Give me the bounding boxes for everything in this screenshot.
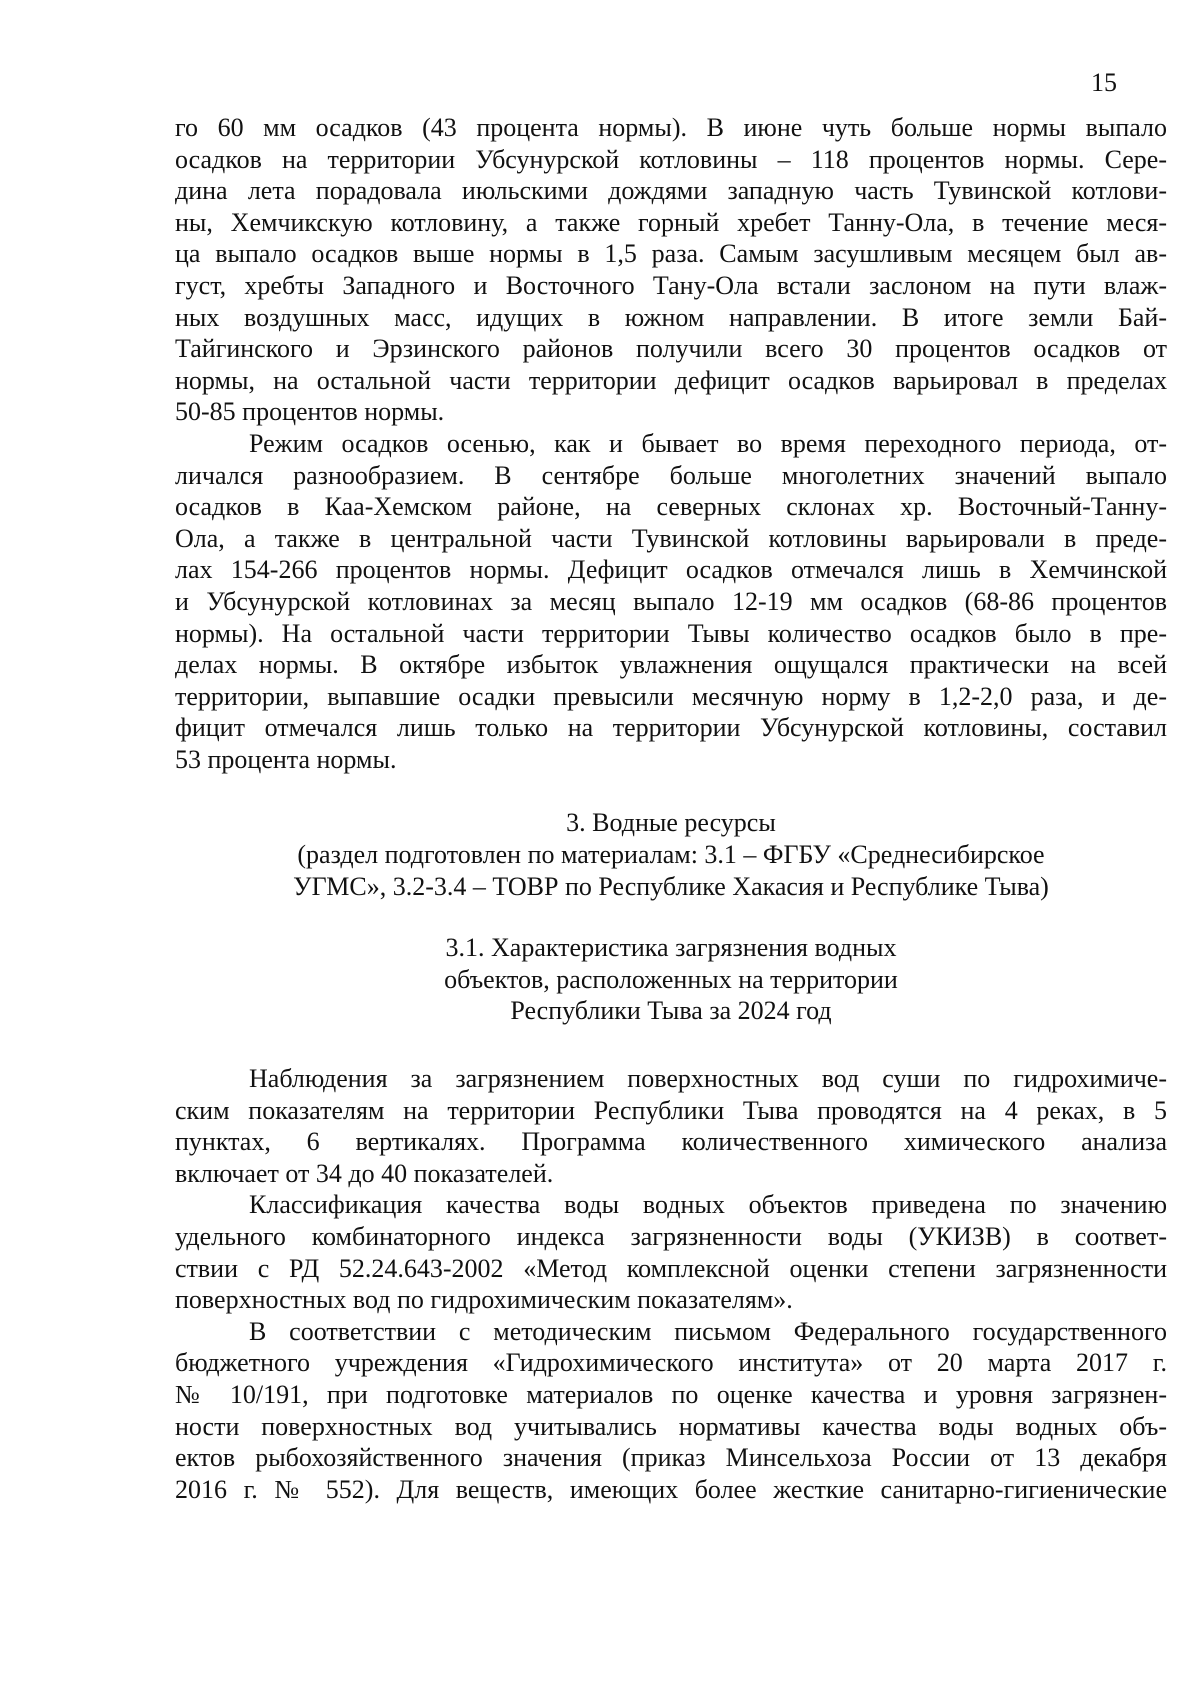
section-source-note: (раздел подготовлен по материалам: 3.1 – ФГБУ «Среднесибирское [297, 840, 1045, 870]
text-line: № 10/191, при подготовке материалов по оценке качества и уровня загрязнен- [175, 1379, 1167, 1409]
paragraph-precipitation-autumn [175, 428, 1167, 776]
text-line: нормы, на остальной части территории дефицит осадков варьировал в пределах [175, 365, 1167, 395]
text-line: делах нормы. В октябре избыток увлажнения ощущался практически на всей [175, 650, 1167, 680]
spacer [175, 1027, 1167, 1063]
subsection-title: объектов, расположенных на территории [444, 964, 898, 994]
text-line: Наблюдения за загрязнением поверхностных вод суши по гидрохимиче- [249, 1064, 1167, 1094]
subsection-heading [175, 932, 1167, 1027]
text-line: личался разнообразием. В сентябре больше многолетних значений выпало [175, 460, 1167, 490]
text-line: лах 154-266 процентов нормы. Дефицит осадков отмечался лишь в Хемчинской [175, 555, 1167, 585]
text-line: 50-85 процентов нормы. [175, 397, 445, 427]
text-line: дина лета порадовала июльскими дождями западную часть Тувинской котлови- [175, 176, 1167, 206]
text-line: 53 процента нормы. [175, 744, 397, 774]
text-line: поверхностных вод по гидрохимическим показателям». [175, 1285, 793, 1315]
paragraph-classification [175, 1189, 1167, 1315]
text-line: и Убсунурской котловинах за месяц выпало 12-19 мм осадков (68-86 процентов [175, 586, 1167, 616]
text-line: бюджетного учреждения «Гидрохимического института» от 20 марта 2017 г. [175, 1348, 1167, 1378]
text-line: Режим осадков осенью, как и бывает во время переходного периода, от- [249, 428, 1167, 458]
text-line: ности поверхностных вод учитывались нормативы качества воды водных объ- [175, 1411, 1167, 1441]
text-line: ским показателям на территории Республики Тыва проводятся на 4 реках, в 5 [175, 1095, 1167, 1125]
text-line: осадков в Каа-Хемском районе, на северных склонах хр. Восточный-Танну- [175, 492, 1167, 522]
text-line: го 60 мм осадков (43 процента нормы). В июне чуть больше нормы выпало [175, 113, 1167, 142]
spacer [175, 775, 1167, 807]
text-line: территории, выпавшие осадки превысили месячную норму в 1,2-2,0 раза, и де- [175, 681, 1167, 711]
spacer [175, 902, 1167, 932]
section-source-note: УГМС», 3.2-3.4 – ТОВР по Республике Хакасия и Республике Тыва) [293, 871, 1049, 901]
page-number: 15 [1091, 68, 1117, 97]
paragraph-observations [175, 1063, 1167, 1189]
section-title: 3. Водные ресурсы [566, 808, 776, 838]
text-line: густ, хребты Западного и Восточного Тану-Ола встали заслоном на пути влаж- [175, 270, 1167, 300]
text-line: ектов рыбохозяйственного значения (приказ Минсельхоза России от 13 декабря [175, 1443, 1167, 1473]
text-line: фицит отмечался лишь только на территории Убсунурской котловины, составил [175, 713, 1167, 743]
text-line: осадков на территории Убсунурской котловины – 118 процентов нормы. Сере- [175, 144, 1167, 174]
text-line: ных воздушных масс, идущих в южном направлении. В итоге земли Бай- [175, 302, 1167, 332]
text-line: Тайгинского и Эрзинского районов получили всего 30 процентов осадков от [175, 334, 1167, 364]
text-line: ны, Хемчикскую котловину, а также горный хребет Танну-Ола, в течение меся- [175, 207, 1167, 237]
subsection-title: 3.1. Характеристика загрязнения водных [445, 933, 897, 963]
text-line: Ола, а также в центральной части Тувинской котловины варьировали в преде- [175, 523, 1167, 553]
text-line: Классификация качества воды водных объектов приведена по значению [249, 1190, 1167, 1220]
text-line: пунктах, 6 вертикалях. Программа количественного химического анализа [175, 1127, 1167, 1157]
paragraph-precipitation-summer [175, 112, 1167, 428]
text-line: В соответствии с методическим письмом Федерального государственного [249, 1316, 1167, 1346]
paragraph-methodology [175, 1316, 1167, 1506]
subsection-title: Республики Тыва за 2024 год [510, 996, 832, 1026]
text-line: ствии с РД 52.24.643-2002 «Метод комплексной оценки степени загрязненности [175, 1253, 1167, 1283]
text-line: 2016 г. № 552). Для веществ, имеющих более жесткие санитарно-гигиенические [175, 1474, 1167, 1504]
text-line: удельного комбинаторного индекса загрязненности воды (УКИЗВ) в соответ- [175, 1222, 1167, 1251]
section-heading [175, 807, 1167, 902]
text-line: нормы). На остальной части территории Тывы количество осадков было в пре- [175, 618, 1167, 648]
text-column [175, 112, 1167, 1505]
text-line: ца выпало осадков выше нормы в 1,5 раза. Самым засушливым месяцем был ав- [175, 239, 1167, 269]
text-line: включает от 34 до 40 показателей. [175, 1158, 554, 1188]
